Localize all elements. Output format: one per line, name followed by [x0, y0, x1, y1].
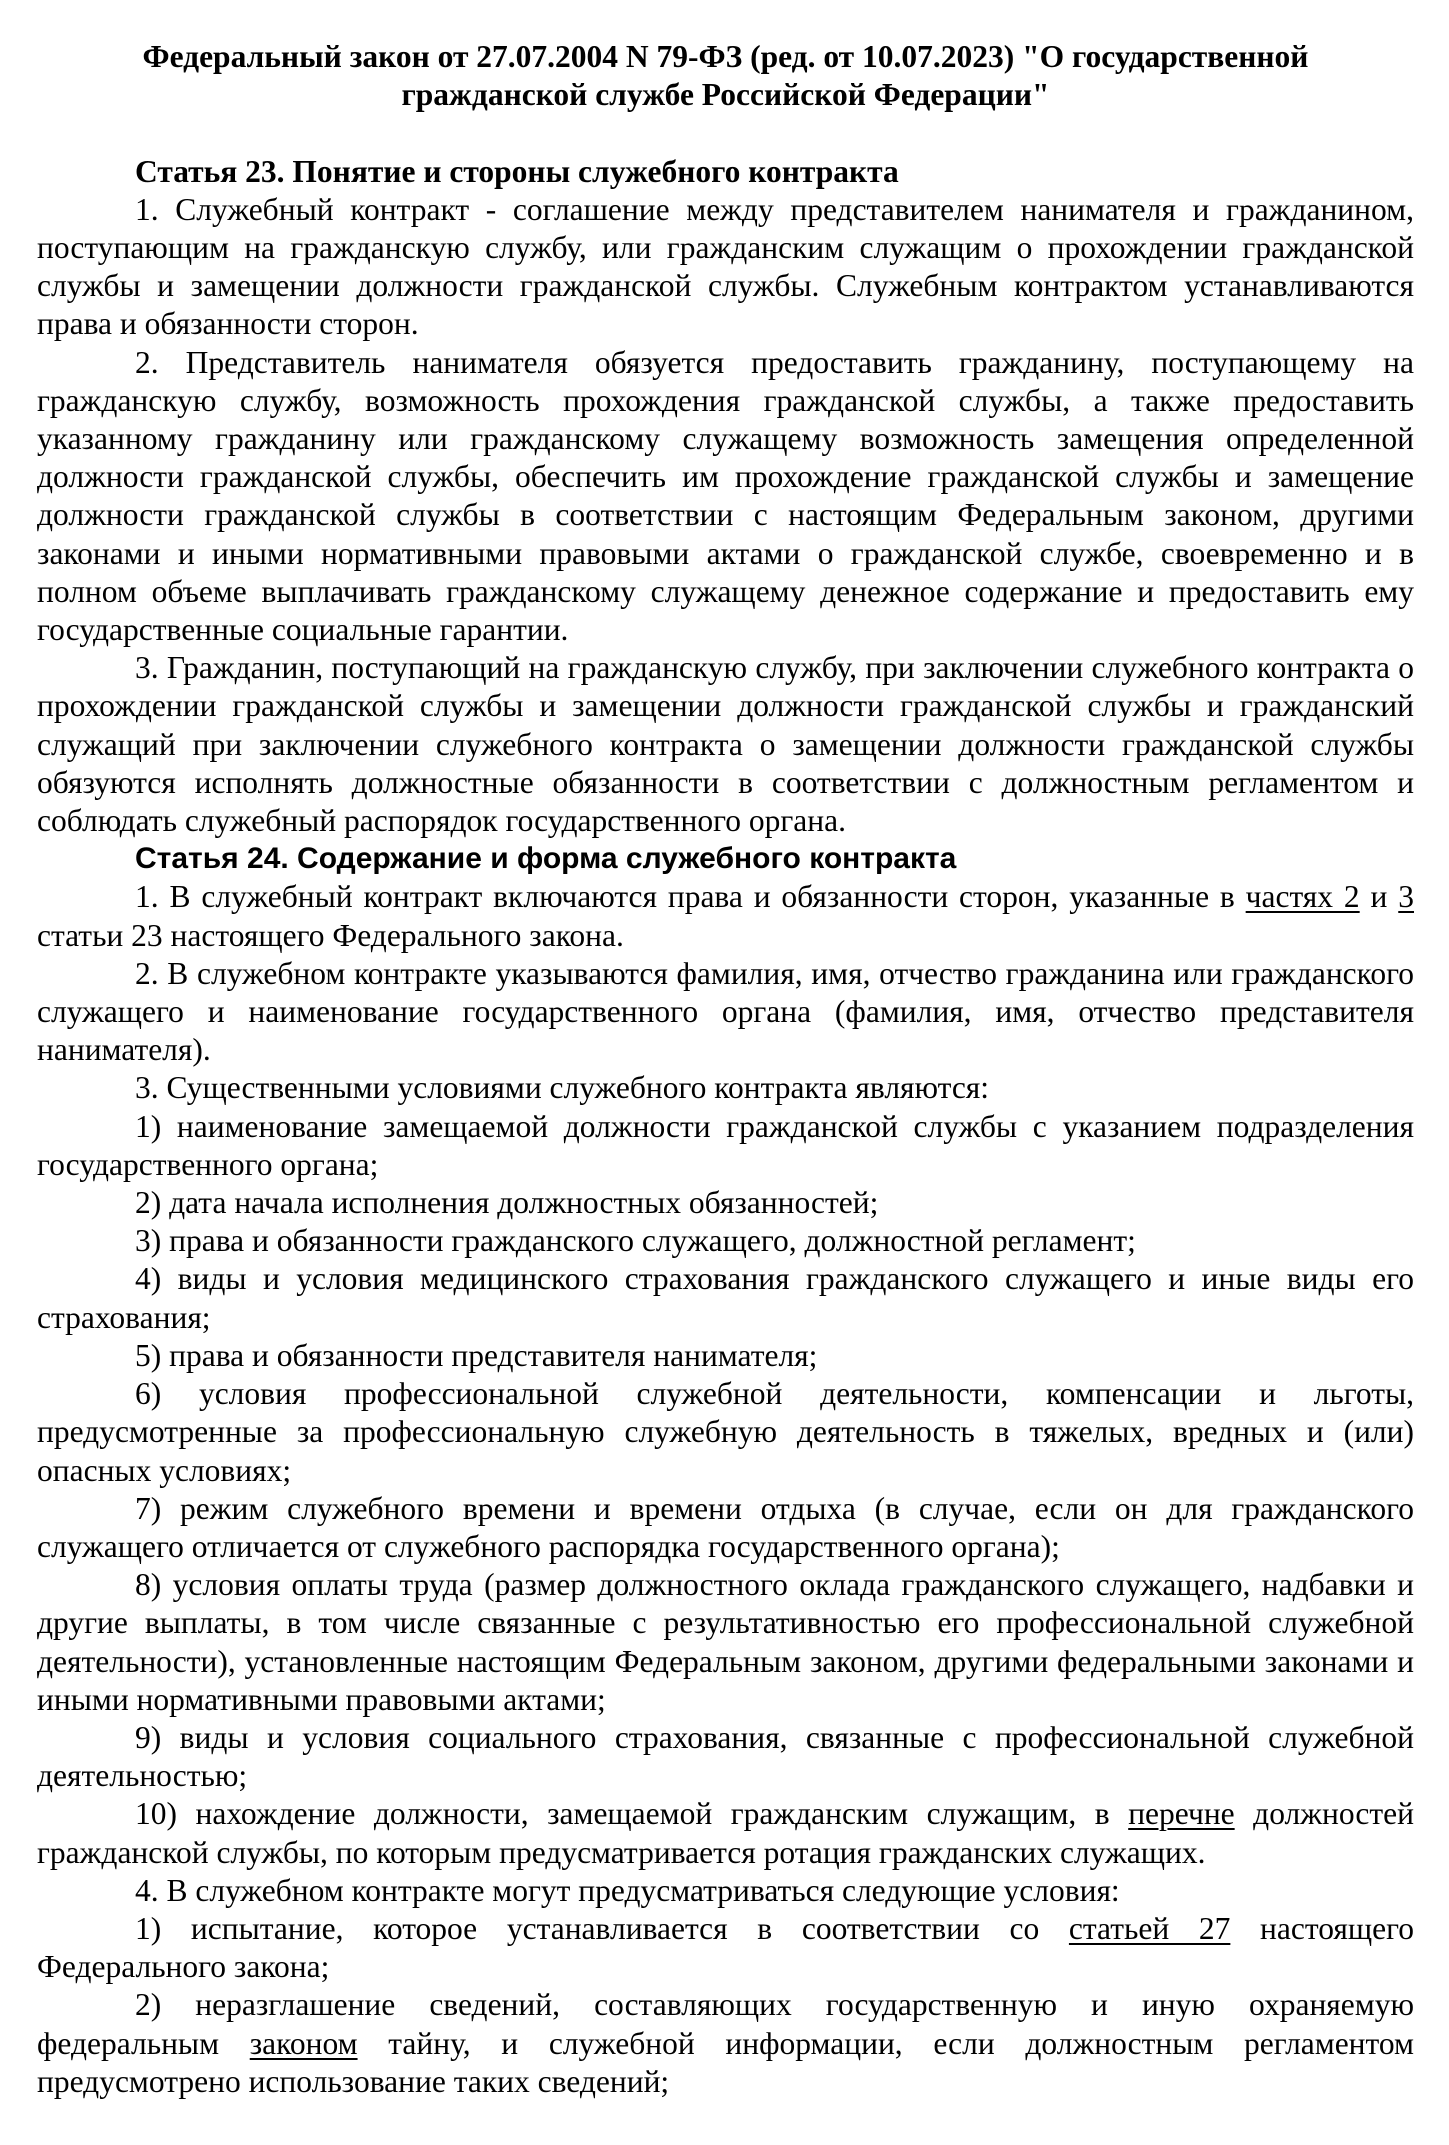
text-run: 2) дата начала исполнения должностных обязанностей;: [135, 1185, 879, 1221]
text-run: статьи 23 настоящего Федерального закона.: [37, 917, 624, 953]
reference-link[interactable]: перечне: [1128, 1796, 1235, 1832]
reference-link[interactable]: 3: [1398, 879, 1414, 915]
paragraph: [37, 955, 1414, 1070]
paragraph: [37, 1719, 1414, 1795]
paragraph: [37, 1108, 1414, 1184]
text-run: 3) права и обязанности гражданского служащего, должностной регламент;: [135, 1223, 1136, 1259]
text-run: настоящего Федерального закона;: [37, 1910, 1414, 1985]
text-run: 1) испытание, которое устанавливается в соответствии со: [135, 1910, 1069, 1946]
text-run: 5) права и обязанности представителя нанимателя;: [135, 1337, 818, 1373]
reference-link[interactable]: статьей 27: [1068, 1910, 1231, 1946]
text-run: 6) условия профессиональной служебной деятельности, компенсации и льготы, предусмотренные за профессиональную служебную деятельность в тяжелых, вредных и (или) опасных условиях;: [37, 1376, 1414, 1488]
document-title: [37, 38, 1414, 114]
paragraph: [37, 1260, 1414, 1336]
paragraph: [37, 1375, 1414, 1490]
text-run: должностей гражданской службы, по которым предусматривается ротация гражданских служащих.: [37, 1796, 1414, 1870]
text-run: и: [1359, 879, 1399, 915]
text-run: 2) неразглашение сведений, составляющих государственную и иную охраняемую федеральным: [37, 1987, 1414, 2061]
paragraph: [37, 878, 1414, 954]
paragraph: [37, 1910, 1414, 1986]
text-run: 2. Представитель нанимателя обязуется предоставить гражданину, поступающему на гражданскую службу, возможность прохождения гражданской службы, а также предоставить указанному гражданину или гражданскому служащему возможность замещения определенной должности гражданской службы, обеспечить им прохождение гражданской службы и замещение должности гражданской службы в соответствии с настоящим Федеральным законом, другими законами и иными нормативными правовыми актами о гражданской службе, своевременно и в полном объеме выплачивать гражданскому служащему денежное содержание и предоставить ему государственные социальные гарантии.: [37, 344, 1414, 648]
text-run: 2. В служебном контракте указываются фамилия, имя, отчество гражданина или гражданского служащего и наименование государственного органа (фамилия, имя, отчество представителя нанимателя).: [37, 955, 1414, 1068]
document-title-line: гражданской службе Российской Федерации": [401, 77, 1050, 113]
text-run: 9) виды и условия социального страхования, связанные с профессиональной служебной деятельностью;: [37, 1719, 1414, 1794]
paragraph: [37, 649, 1414, 840]
text-run: 1) наименование замещаемой должности гражданской службы с указанием подразделения государственного органа;: [37, 1108, 1414, 1182]
reference-link[interactable]: законом: [249, 2025, 358, 2061]
text-run: 4) виды и условия медицинского страхования гражданского служащего и иные виды его страхования;: [37, 1261, 1414, 1335]
text-run: 3. Существенными условиями служебного контракта являются:: [135, 1070, 990, 1106]
text-run: 3. Гражданин, поступающий на гражданскую службу, при заключении служебного контракта о прохождении гражданской службы и замещении должности гражданской службы и гражданский служащий при заключении служебного контракта о замещении должности гражданской службы обязуются исполнять должностные обязанности в соответствии с должностным регламентом и соблюдать служебный распорядок государственного органа.: [37, 650, 1414, 839]
reference-link[interactable]: частях 2: [1245, 879, 1360, 915]
paragraph: [37, 1184, 1414, 1222]
text-run: 10) нахождение должности, замещаемой гражданским служащим, в: [135, 1796, 1129, 1832]
article-heading: Статья 24. Содержание и форма служебного контракта: [135, 842, 957, 876]
paragraph: [37, 1566, 1414, 1719]
text-run: 4. В служебном контракте могут предусматриваться следующие условия:: [135, 1872, 1120, 1908]
paragraph: [37, 1337, 1414, 1375]
paragraph: [37, 1795, 1414, 1871]
text-run: тайну, и служебной информации, если должностным регламентом предусмотрено использование таких сведений;: [37, 2025, 1414, 2099]
paragraph: [37, 1069, 1414, 1107]
paragraph: [37, 1490, 1414, 1566]
paragraph: [37, 1986, 1414, 2101]
paragraph: [37, 1872, 1414, 1910]
document-body: [37, 153, 1414, 2101]
paragraph: [37, 1222, 1414, 1260]
text-run: 1. В служебный контракт включаются права и обязанности сторон, указанные в: [135, 879, 1246, 915]
text-run: 8) условия оплаты труда (размер должностного оклада гражданского служащего, надбавки и другие выплаты, в том числе связанные с результативностью его профессиональной служебной деятельности), установленные настоящим Федеральным законом, другими федеральными законами и иными нормативными правовыми актами;: [37, 1567, 1414, 1717]
paragraph: [37, 344, 1414, 650]
article-heading: Статья 23. Понятие и стороны служебного контракта: [135, 153, 899, 189]
document-title-line: Федеральный закон от 27.07.2004 N 79-ФЗ (ред. от 10.07.2023) "О государственной: [142, 39, 1309, 74]
text-run: 1. Служебный контракт - соглашение между представителем нанимателя и гражданином, поступающим на гражданскую службу, или гражданским служащим о прохождении гражданской службы и замещении должности гражданской службы. Служебным контрактом устанавливаются права и обязанности сторон.: [37, 191, 1414, 342]
text-run: 7) режим служебного времени и времени отдыха (в случае, если он для гражданского служащего отличается от служебного распорядка государственного органа);: [37, 1490, 1414, 1564]
paragraph: [37, 191, 1414, 344]
